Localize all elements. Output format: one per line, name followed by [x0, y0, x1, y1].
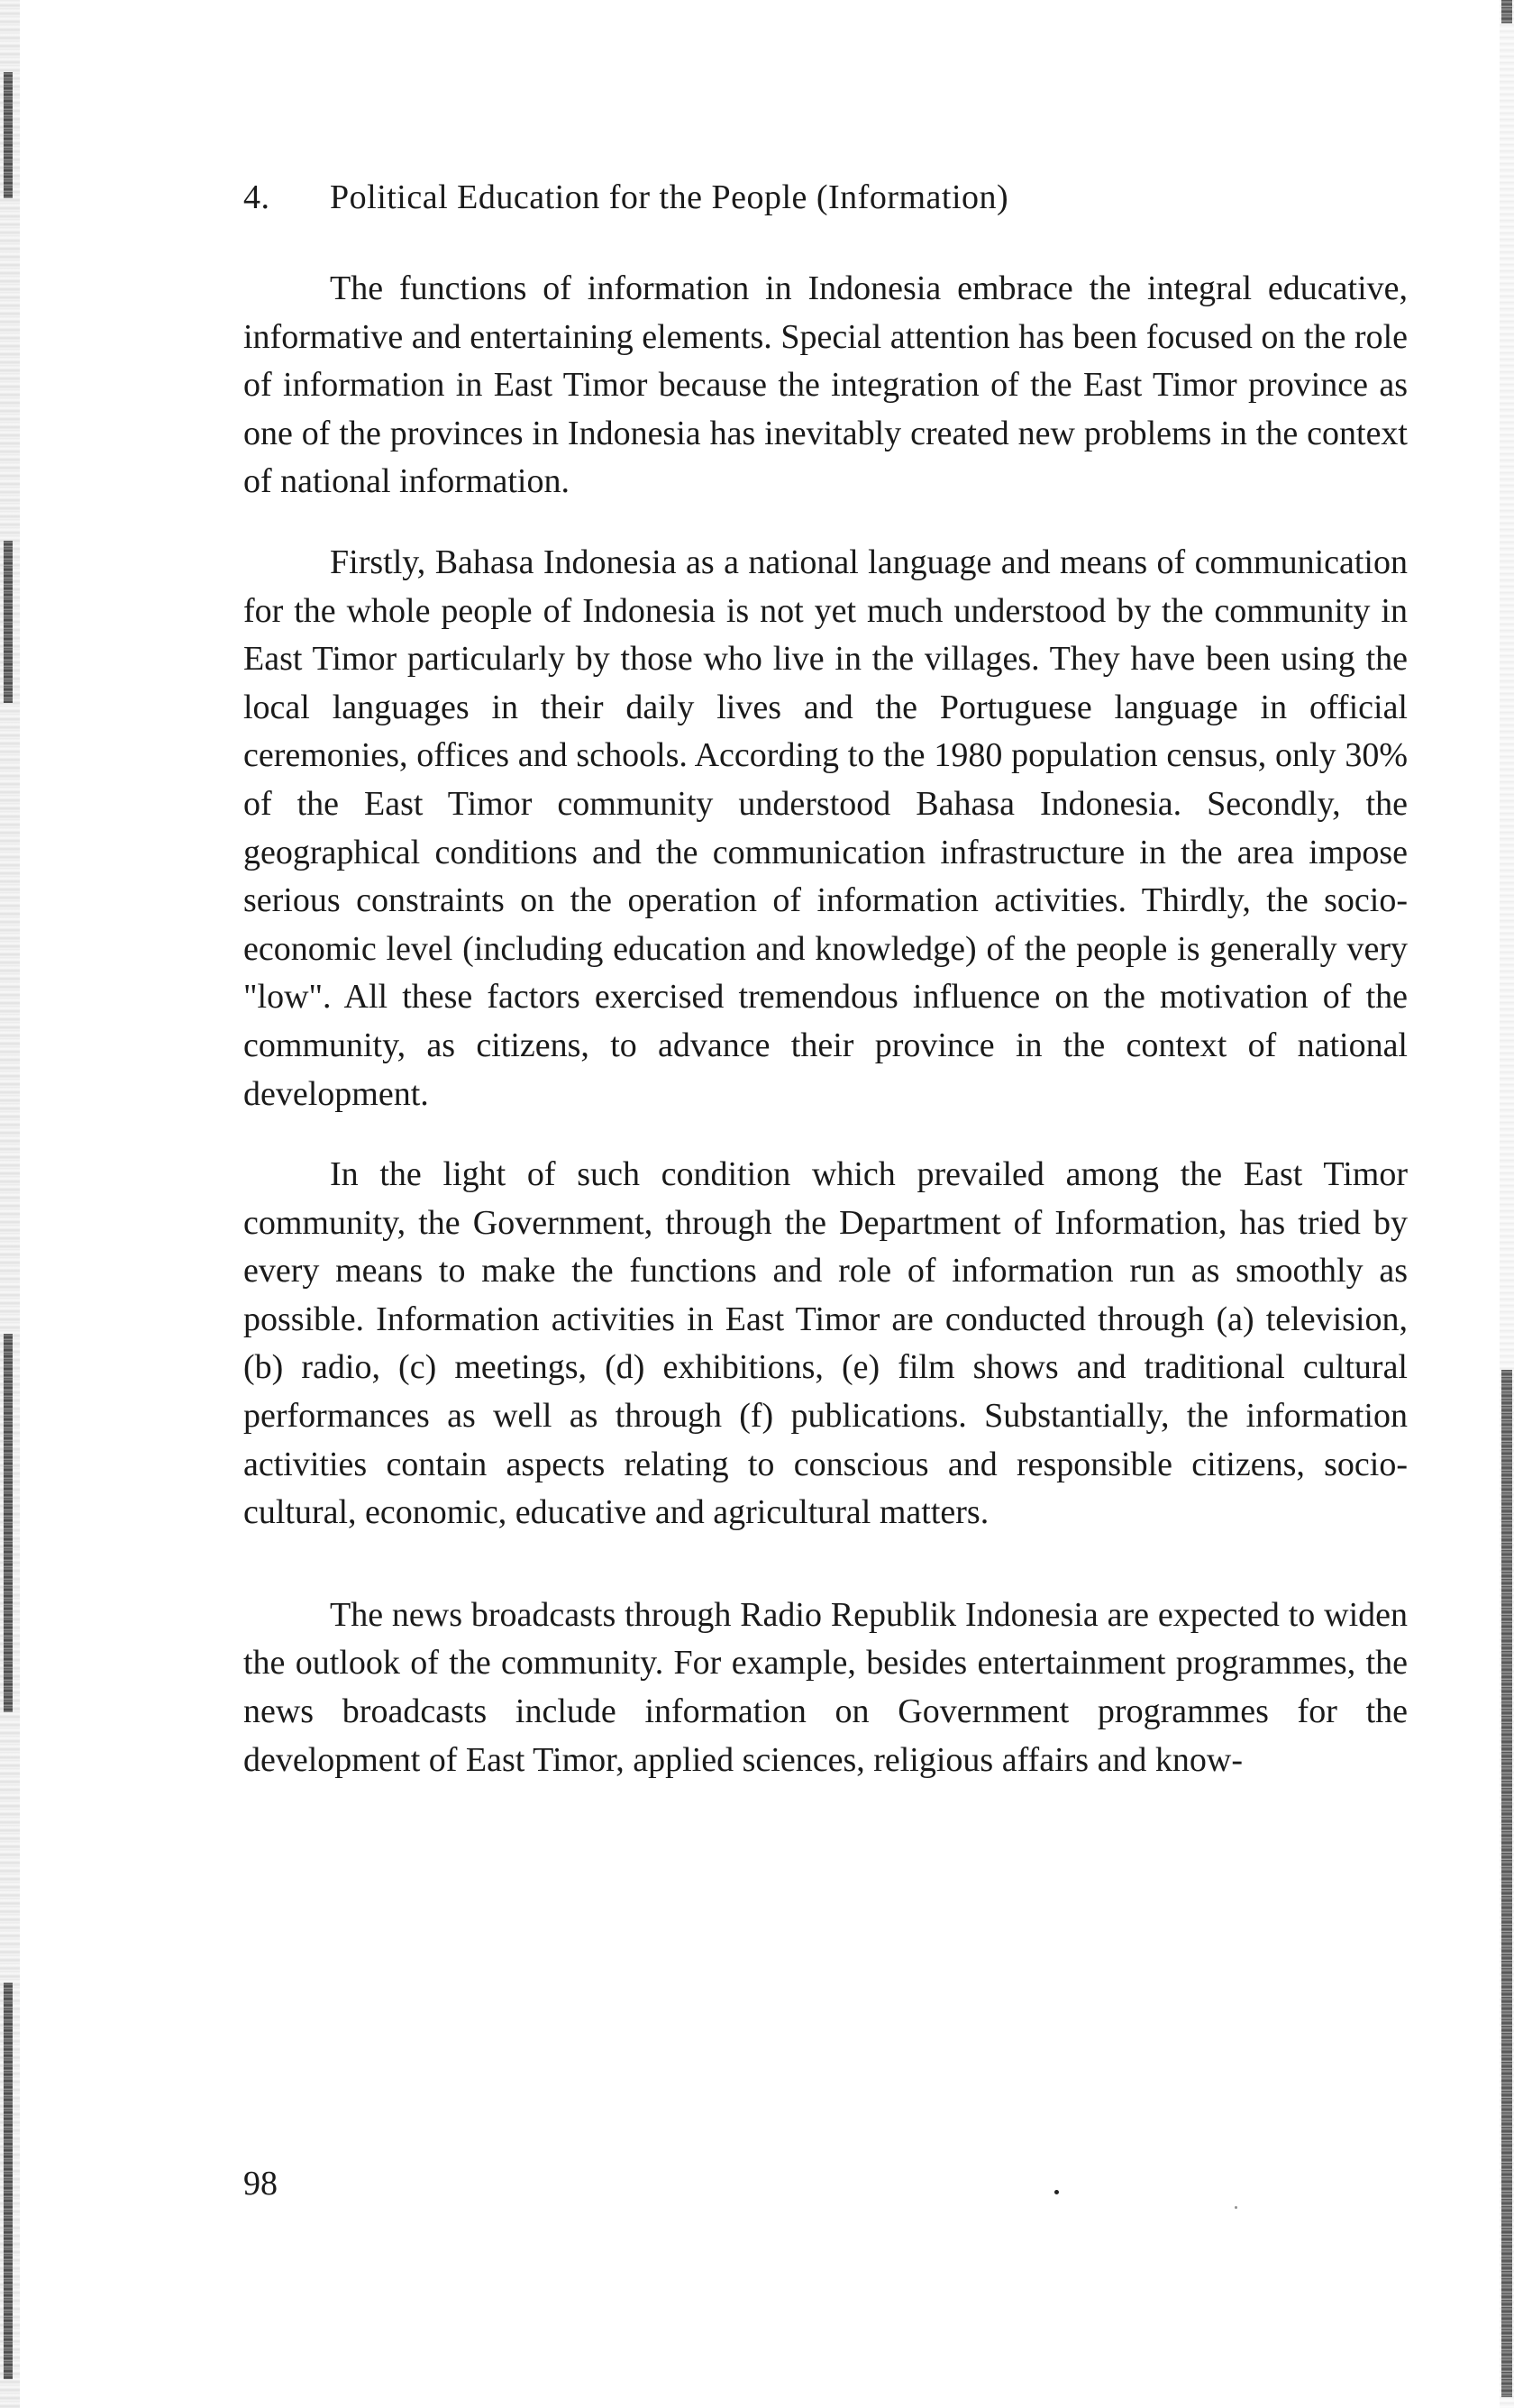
scan-artifact	[1501, 1370, 1512, 2397]
paragraph-functions-of-information: The functions of information in Indonesia embrace the integral educative, informative and entertaining elements. Special attention has been focused on the role of information in East Timor because the integration of the East Timor province as one of the provinces in Indonesia has inevitably created new problems in the context of national information.	[243, 269, 1408, 501]
scan-artifact	[1501, 0, 1512, 23]
paragraph-constraints: Firstly, Bahasa Indonesia as a national language and means of communication for the whole people of Indonesia is not yet much understood by the community in East Timor particularly by those who live in the villages. They have been using the local languages in their daily lives and the Portuguese language in official ceremonies, offices and schools. According to the 1980 population census, only 30% of the East Timor community understood Bahasa Indonesia. Secondly, the geographical conditions and the communication infrastructure in the area impose serious constraints on the operation of information activities. Thirdly, the socio-economic level (including education and knowledge) of the people is generally very "low". All these factors exercised tremendous influence on the motivation of the community, as citizens, to advance their province in the context of national development.	[243, 543, 1408, 1113]
page-content	[243, 171, 1408, 1817]
paragraph-news-broadcasts: The news broadcasts through Radio Republik Indonesia are expected to widen the outlook of the community. For example, besides entertainment programmes, the news broadcasts include information on Government programmes for the development of East Timor, applied sciences, religious affairs and know-	[243, 1595, 1408, 1779]
section-heading	[243, 171, 1408, 223]
paragraph-information-activities: In the light of such condition which prevailed among the East Timor community, the Government, through the Department of Information, has tried by every means to make the functions and role of information run as smoothly as possible. Information activities in East Timor are conducted through (a) television, (b) radio, (c) meetings, (d) exhibitions, (e) film shows and traditional cultural performances as well as through (f) publications. Substantially, the information activities contain aspects relating to conscious and responsible citizens, socio-cultural, economic, educative and agricultural matters.	[243, 1155, 1408, 1532]
scan-artifact	[4, 1334, 13, 1712]
scan-artifact	[4, 541, 13, 703]
section-title: Political Education for the People (Information)	[330, 178, 1009, 216]
section-number: 4.	[243, 178, 270, 216]
scan-artifact	[4, 72, 13, 198]
page-number: 98	[243, 2165, 278, 2203]
scan-artifact	[4, 1983, 13, 2379]
scan-speck	[1235, 2206, 1237, 2209]
scan-speck	[1054, 2190, 1059, 2194]
